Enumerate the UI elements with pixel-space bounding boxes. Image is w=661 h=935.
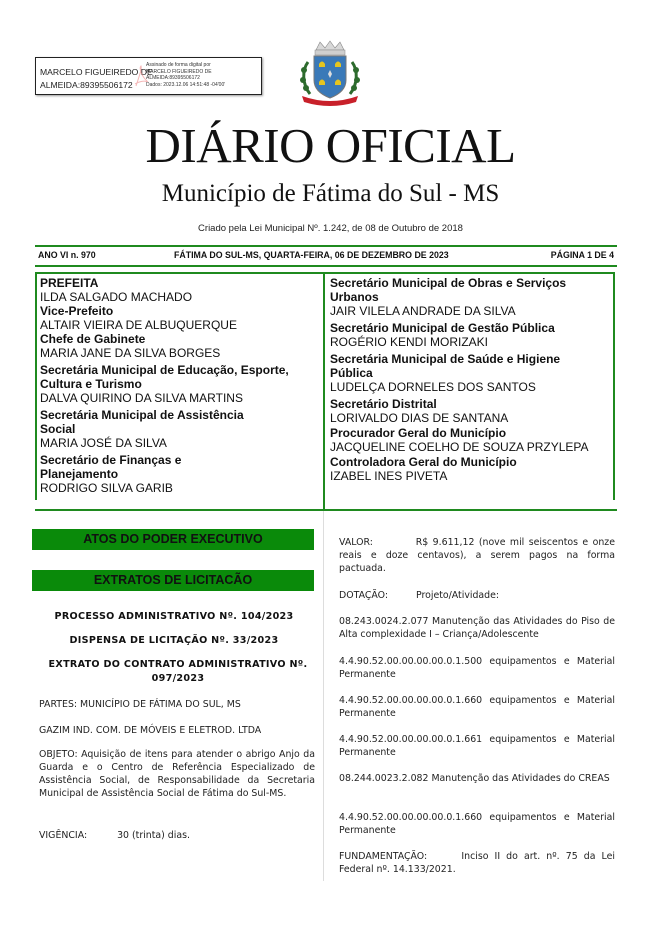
column-divider	[323, 511, 324, 881]
created-by-law: Criado pela Lei Municipal Nº. 1.242, de 08 de Outubro de 2018	[198, 223, 463, 234]
staff-entry	[40, 304, 320, 332]
staff-name: MARIA JOSÉ DA SILVA	[40, 436, 167, 450]
staff-name: ALTAIR VIEIRA DE ALBUQUERQUE	[40, 318, 237, 332]
staff-entry	[330, 426, 615, 454]
legal-basis-text	[339, 850, 615, 876]
allocation-item: 4.4.90.52.00.00.00.00.0.1.660 equipamentos e Material Permanente	[339, 695, 615, 719]
staff-role: Secretário de Finanças e Planejamento	[40, 453, 182, 481]
validity-label: VIGÊNCIA:	[39, 830, 88, 841]
staff-role: Controladora Geral do Município	[330, 455, 517, 469]
staff-entry	[330, 276, 615, 318]
allocation-item: 08.244.0023.2.082 Manutenção das Atividades do CREAS	[339, 773, 610, 784]
contract-extract-heading: EXTRATO DO CONTRATO ADMINISTRATIVO Nº. 097/2023	[48, 659, 308, 684]
allocation-item: 08.243.0024.2.077 Manutenção das Atividades do Piso de Alta complexidade I – Criança/Adolescente	[339, 616, 615, 640]
signature-detail-4: Dados: 2023.12.06 14:51:48 -04'00'	[146, 82, 226, 89]
staff-entry	[330, 352, 615, 394]
staff-entry	[40, 363, 320, 405]
allocation-value: Projeto/Atividade:	[415, 590, 500, 601]
signature-detail-2: MARCELO FIGUEIREDO DE	[146, 68, 212, 75]
staff-name: DALVA QUIRINO DA SILVA MARTINS	[40, 391, 243, 405]
signature-detail-3: ALMEIDA:89395506172	[146, 75, 200, 82]
allocation-item: 4.4.90.52.00.00.00.00.0.1.500 equipamentos e Material Permanente	[339, 656, 615, 680]
digital-signature-stamp	[35, 57, 262, 95]
staff-role: Secretário Distrital	[330, 397, 437, 411]
signature-detail-1: Assinado de forma digital por	[146, 62, 211, 68]
staff-column-left	[40, 276, 320, 498]
staff-box-bottom-rule	[35, 509, 617, 511]
staff-entry	[40, 408, 320, 450]
staff-name: LORIVALDO DIAS DE SANTANA	[330, 411, 509, 425]
parties-text: PARTES: MUNICÍPIO DE FÁTIMA DO SUL, MS	[39, 699, 241, 710]
staff-role: Secretária Municipal de Educação, Esporte, Cultura e Turismo	[40, 363, 289, 391]
staff-name: IZABEL INES PIVETA	[330, 469, 448, 483]
signature-details	[146, 62, 225, 89]
signer-name-line1: MARCELO FIGUEIREDO DE	[40, 67, 153, 77]
header-rule-bottom	[35, 265, 617, 267]
page-subtitle: Município de Fátima do Sul - MS	[161, 180, 500, 207]
legal-basis-label: FUNDAMENTAÇÃO:	[339, 851, 428, 862]
signer-name-line2: ALMEIDA:89395506172	[40, 80, 133, 90]
value-label: VALOR:	[339, 537, 373, 548]
staff-name: RODRIGO SILVA GARIB	[40, 481, 173, 495]
staff-entry	[330, 455, 615, 483]
staff-role: Procurador Geral do Município	[330, 426, 507, 440]
staff-name: JAIR VILELA ANDRADE DA SILVA	[330, 304, 516, 318]
staff-column-right	[330, 276, 615, 486]
value-text	[339, 536, 615, 575]
allocation-item: 4.4.90.52.00.00.00.00.0.1.661 equipamentos e Material Permanente	[339, 734, 615, 758]
process-number-heading: PROCESSO ADMINISTRATIVO Nº. 104/2023	[54, 611, 294, 622]
staff-name: ROGÉRIO KENDI MORIZAKI	[330, 335, 489, 349]
staff-name: JACQUELINE COELHO DE SOUZA PRZYLEPA	[330, 440, 589, 454]
staff-role: Secretário Municipal de Obras e Serviços Urbanos	[330, 276, 567, 304]
staff-entry	[40, 276, 320, 304]
value-amount: R$ 9.611,12 (nove mil seiscentos e onze reais e doze centavos), a serem pagos na forma pactuada.	[339, 537, 615, 574]
page-title: DIÁRIO OFICIAL	[145, 118, 516, 173]
staff-role: PREFEITA	[40, 276, 99, 290]
dispensation-number-heading: DISPENSA DE LICITAÇÃO Nº. 33/2023	[69, 635, 279, 646]
section-banner-executive-acts: ATOS DO PODER EXECUTIVO	[32, 529, 314, 550]
staff-name: MARIA JANE DA SILVA BORGES	[40, 346, 221, 360]
staff-name: LUDELÇA DORNELES DOS SANTOS	[330, 380, 536, 394]
issue-place-date: FÁTIMA DO SUL-MS, QUARTA-FEIRA, 06 DE DEZEMBRO DE 2023	[174, 250, 449, 260]
issue-volume: ANO VI n. 970	[38, 250, 96, 260]
object-text: OBJETO: Aquisição de itens para atender o abrigo Anjo da Guarda e o Centro de Referência Especializado de Assistência Social, de Responsabilidade da Secretaria Municipal de Assistência Social de Fátima do Sul-MS.	[39, 749, 315, 799]
staff-role: Secretário Municipal de Gestão Pública	[330, 321, 555, 335]
staff-role: Chefe de Gabinete	[40, 332, 146, 346]
allocation-item: 4.4.90.52.00.00.00.00.0.1.660 equipamentos e Material Permanente	[339, 812, 615, 836]
allocation-label: DOTAÇÃO:	[339, 590, 389, 601]
staff-entry	[330, 397, 615, 425]
staff-column-divider	[323, 272, 325, 511]
staff-role: Secretária Municipal de Saúde e Higiene Pública	[330, 352, 561, 380]
staff-role: Secretária Municipal de Assistência Social	[40, 408, 244, 436]
allocation-text	[339, 589, 615, 602]
issue-page: PÁGINA 1 DE 4	[550, 250, 614, 260]
staff-role: Vice-Prefeito	[40, 304, 114, 318]
staff-entry	[40, 332, 320, 360]
contractor-text: GAZIM IND. COM. DE MÓVEIS E ELETROD. LTDA	[39, 725, 262, 736]
validity-value: 30 (trinta) dias.	[117, 830, 190, 841]
legal-basis-value: Inciso II do art. nº. 75 da Lei Federal nº. 14.133/2021.	[339, 851, 615, 875]
municipal-coat-of-arms-icon	[292, 40, 368, 106]
staff-entry	[330, 321, 615, 349]
staff-entry	[40, 453, 320, 495]
header-rule-top	[35, 245, 617, 247]
staff-name: ILDA SALGADO MACHADO	[40, 290, 193, 304]
section-banner-tender-extracts: EXTRATOS DE LICITACÃO	[32, 570, 314, 591]
validity-text	[39, 829, 315, 842]
